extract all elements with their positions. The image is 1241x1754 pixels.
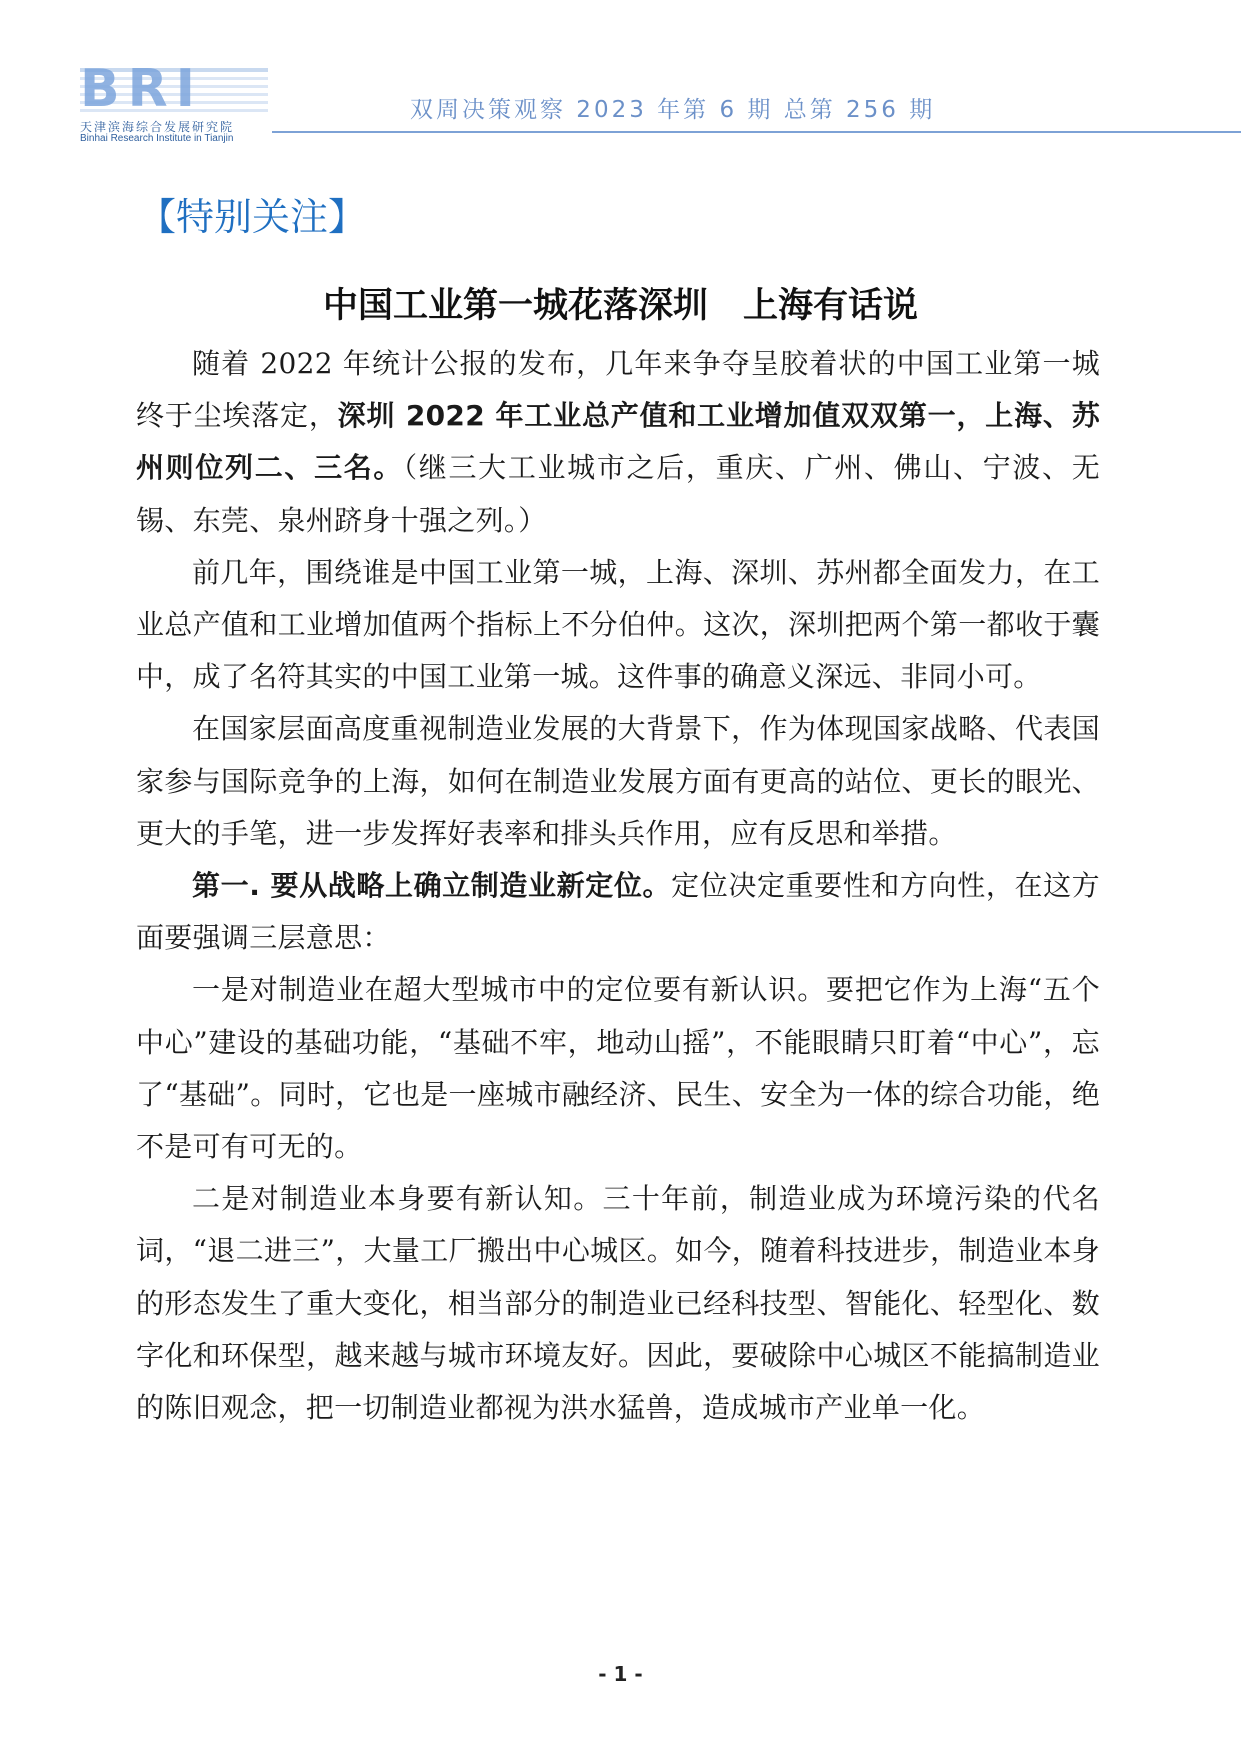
paragraph-1-bold: 深圳 2022 年工业总产值和工业增加值双双第一，上海、苏州则位列二、三名。 xyxy=(136,399,1100,485)
page-number: - 1 - xyxy=(598,1662,643,1686)
header-divider xyxy=(272,131,1241,133)
paragraph-6: 二是对制造业本身要有新认知。三十年前，制造业成为环境污染的代名词，“退二进三”，大量工厂搬出中心城区。如今，随着科技进步，制造业本身的形态发生了重大变化，相当部分的制造业已经科技型、智能化、轻型化、数字化和环保型，越来越与城市环境友好。因此，要破除中心城区不能搞制造业的陈旧观念，把一切制造业都视为洪水猛兽，造成城市产业单一化。 xyxy=(136,1182,1100,1425)
paragraph-3: 在国家层面高度重视制造业发展的大背景下，作为体现国家战略、代表国家参与国际竞争的上海，如何在制造业发展方面有更高的站位、更长的眼光、更大的手笔，进一步发挥好表率和排头兵作用，应有反思和举措。 xyxy=(136,712,1100,850)
article-title: 中国工业第一城花落深圳 上海有话说 xyxy=(322,286,918,326)
logo-chinese-name: 天津滨海综合发展研究院 xyxy=(80,120,235,134)
paragraph-4-tail: 定位决定重要性和方向性，在这方面要强调三层意思： xyxy=(136,869,1100,955)
paragraph-1 xyxy=(136,338,1100,547)
logo-letters: BRI xyxy=(80,59,204,119)
paragraph-1-lead: 随着 2022 年统计公报的发布，几年来争夺呈胶着状的中国工业第一城终于尘埃落定， xyxy=(136,347,1100,433)
paragraph-1-tail: （继三大工业城市之后，重庆、广州、佛山、宁波、无锡、东莞、泉州跻身十强之列。） xyxy=(136,451,1101,537)
paragraph-4 xyxy=(136,860,1100,964)
article-body xyxy=(136,338,1100,1434)
page-header xyxy=(0,0,1241,150)
bri-logo xyxy=(80,59,270,146)
paragraph-5: 一是对制造业在超大型城市中的定位要有新认识。要把它作为上海“五个中心”建设的基础功能，“基础不牢，地动山摇”，不能眼睛只盯着“中心”，忘了“基础”。同时，它也是一座城市融经济、民生、安全为一体的综合功能，绝不是可有可无的。 xyxy=(136,973,1100,1164)
paragraph-2: 前几年，围绕谁是中国工业第一城，上海、深圳、苏州都全面发力，在工业总产值和工业增加值两个指标上不分伯仲。这次，深圳把两个第一都收于囊中，成了名符其实的中国工业第一城。这件事的确意义深远、非同小可。 xyxy=(136,555,1100,694)
logo-english-name: Binhai Research Institute in Tianjin xyxy=(80,133,234,144)
paragraph-4-heading: 第一. 要从战略上确立制造业新定位。 xyxy=(192,869,672,903)
section-tag: 【特别关注】 xyxy=(138,195,367,239)
publication-issue-title: 双周决策观察 2023 年第 6 期 总第 256 期 xyxy=(410,97,936,123)
